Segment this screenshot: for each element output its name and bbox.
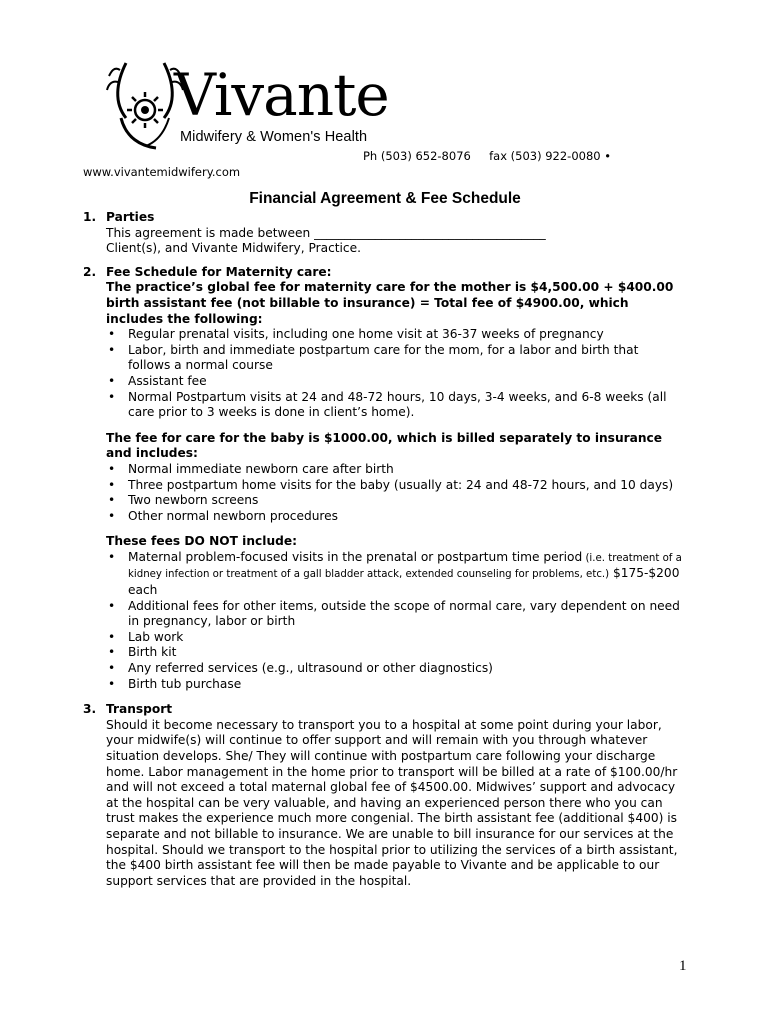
list-item: • Assistant fee [108, 373, 207, 388]
section-heading: Transport [106, 702, 173, 717]
bullet-icon: • [108, 389, 116, 404]
section-transport [83, 702, 683, 889]
bullet-icon: • [108, 461, 116, 476]
page-title: Financial Agreement & Fee Schedule [249, 190, 521, 207]
section-heading: Fee Schedule for Maternity care: [106, 264, 332, 279]
bullet-icon: • [108, 549, 116, 564]
bullet-icon: • [108, 342, 116, 357]
vivante-logo [106, 58, 389, 153]
list-item: • Maternal problem-focused visits in the prenatal or postpartum time period (i.e. treatment of a kidney infection or treatment of a gall bladder attack, extended counseling for problems, etc.) $175-$200 each [108, 549, 682, 598]
bullet-icon: • [108, 508, 116, 523]
section-parties [83, 210, 683, 257]
website-link[interactable]: www.vivantemidwifery.com [83, 165, 241, 179]
exclusion-detail: (i.e. treatment of a kidney infection or treatment of a gall bladder attack, extended counseling for problems, etc.) [128, 552, 682, 581]
list-item: • Normal immediate newborn care after birth [108, 461, 394, 476]
mother-fee-list [106, 327, 683, 421]
bullet-icon: • [108, 661, 116, 676]
list-item: • Any referred services (e.g., ultrasound or other diagnostics) [108, 661, 493, 676]
list-item: • Additional fees for other items, outside the scope of normal care, vary dependent on need in pregnancy, labor or birth [108, 598, 680, 629]
transport-paragraph: Should it become necessary to transport you to a hospital at some point during your labor, your midwife(s) will continue to offer support and will remain with you through whatever situation develops. She/ They will continue with postpartum care following your discharge home. Labor management in the home prior to transport will be billed at a rate of $100.00/hr and will not exceed a total maternal global fee of $4500.00. Midwives’ support and advocacy at the hospital can be very valuable, and having an experienced person there who you can trust makes the experience much more congenial. The birth assistant fee (additional $400) is separate and not billable to insurance. We are unable to bill insurance for our services at the hospital. Should we transport to the hospital prior to utilizing the services of a birth assistant, the $400 birth assistant fee will then be made payable to Vivante and be applicable to our support services that are provided in the hospital. [106, 717, 678, 888]
parties-line: Client(s), and Vivante Midwifery, Practice. [106, 241, 362, 256]
exclusions-list [106, 550, 683, 692]
exclusion-price: $175-$200 each [128, 566, 680, 598]
section-fee-schedule [83, 265, 683, 692]
section-number: 2. [83, 264, 97, 279]
bullet-icon: • [108, 629, 116, 644]
bullet-icon: • [108, 493, 116, 508]
list-item: • Two newborn screens [108, 493, 259, 508]
baby-fee-list [106, 462, 683, 524]
parties-line: This agreement is made between ______________________________________ [106, 225, 546, 240]
bullet-icon: • [108, 645, 116, 660]
exclusions-heading: These fees DO NOT include: [106, 534, 297, 549]
list-item: • Three postpartum home visits for the baby (usually at: 24 and 48-72 hours, and 10 days) [108, 477, 674, 492]
section-number: 3. [83, 702, 97, 717]
logo-wordmark: Vivante [174, 61, 389, 129]
contact-phone-fax: Ph (503) 652-8076 fax (503) 922-0080 • [363, 149, 612, 163]
list-item: • Labor, birth and immediate postpartum care for the mom, for a labor and birth that follows a normal course [108, 342, 639, 373]
list-item: • Other normal newborn procedures [108, 508, 339, 523]
list-item: • Birth tub purchase [108, 676, 242, 691]
list-item: • Birth kit [108, 645, 177, 660]
page-number: 1 [679, 958, 687, 974]
list-item: • Normal Postpartum visits at 24 and 48-72 hours, 10 days, 3-4 weeks, and 6-8 weeks (all care prior to 3 weeks is done in client’s home). [108, 389, 667, 420]
section-heading: Parties [106, 210, 155, 224]
bullet-icon: • [108, 598, 116, 613]
bullet-icon: • [108, 327, 116, 342]
list-item: • Lab work [108, 629, 184, 644]
bullet-icon: • [108, 373, 116, 388]
baby-fee-statement: The fee for care for the baby is $1000.00, which is billed separately to insurance and includes: [106, 430, 663, 461]
bullet-icon: • [108, 477, 116, 492]
list-item: • Regular prenatal visits, including one home visit at 36-37 weeks of pregnancy [108, 327, 604, 342]
bullet-icon: • [108, 676, 116, 691]
section-number: 1. [83, 210, 97, 224]
agreement-body [83, 210, 683, 889]
logo-subtitle: Midwifery & Women's Health [180, 129, 368, 145]
mother-fee-statement: The practice’s global fee for maternity care for the mother is $4,500.00 + $400.00 birth assistant fee (not billable to insurance) = Total fee of $4900.00, which includes the following: [106, 280, 674, 326]
